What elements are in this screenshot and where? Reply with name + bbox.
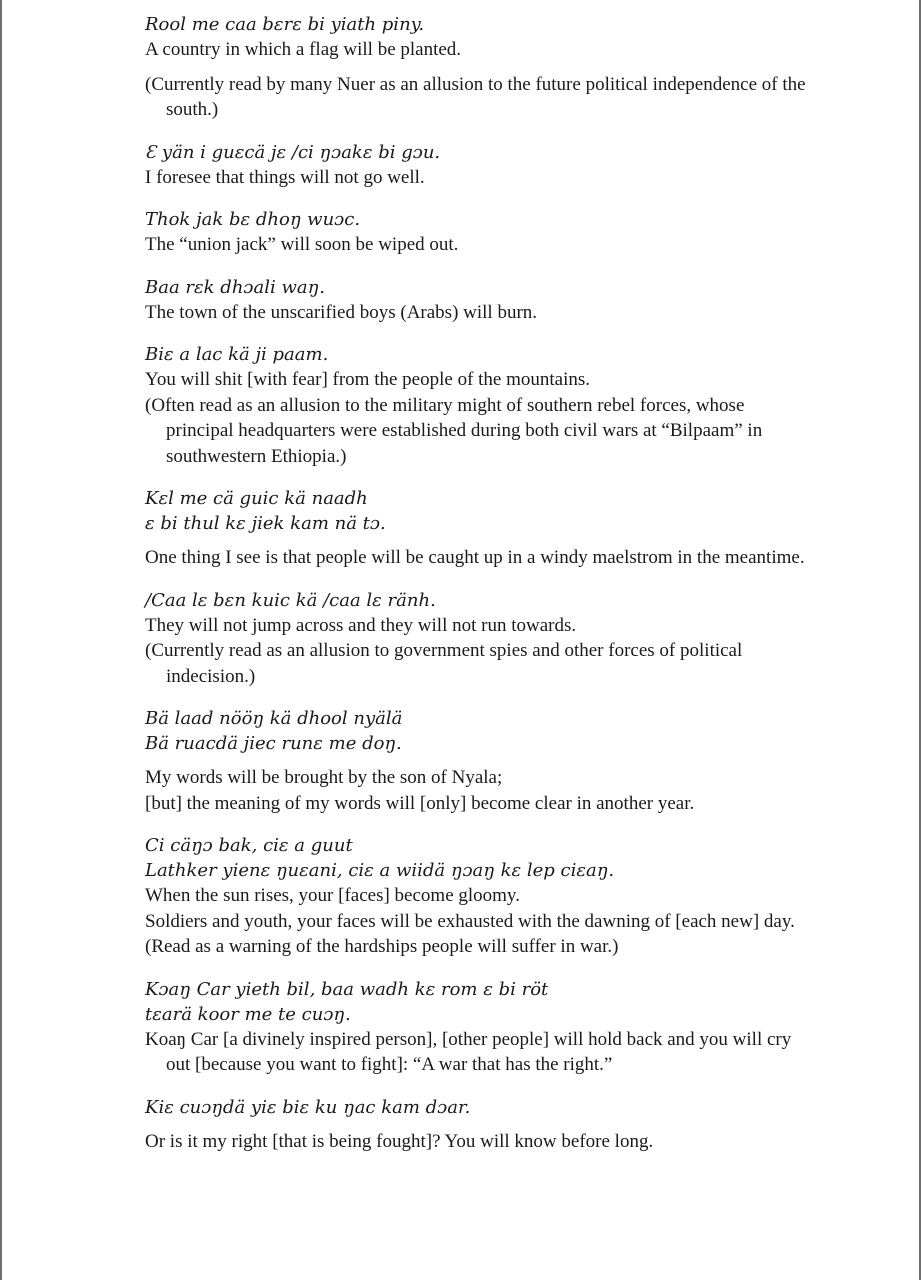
nuer-verse-line: Rool me caa bεrε bi yiath piny. (145, 14, 425, 35)
nuer-verse-line: /Caa lε bεn kuic kä /caa lε ränh. (145, 589, 436, 611)
verse-list (145, 12, 815, 1171)
commentary-note: (Read as a warning of the hardships people will suffer in war.) (145, 936, 619, 957)
commentary-note: (Often read as an allusion to the military might of southern rebel forces, whose principal headquarters were established during both civil wars at “Bilpaam” in southwestern Ethiopia.) (145, 394, 763, 467)
english-translation: Or is it my right [that is being fought]? You will know before long. (145, 1130, 654, 1152)
english-translation: The “union jack” will soon be wiped out. (145, 234, 459, 255)
verse-block (145, 833, 815, 960)
verse-block (145, 588, 815, 690)
verse-block (145, 706, 815, 816)
verse-block (145, 342, 815, 469)
verse-block (145, 486, 815, 571)
nuer-verse-line: Ɛ yän i guεcä jε /ci ŋɔakε bi gɔu. (145, 141, 441, 163)
nuer-verse-line: Kɔaŋ Car yieth bil, baa wadh kε rom ε bi röt (145, 978, 549, 1000)
english-translation: One thing I see is that people will be caught up in a windy maelstrom in the meantime. (145, 547, 805, 568)
verse-block (145, 1095, 815, 1155)
nuer-verse-line: Thok jak bε dhoŋ wuɔc. (145, 209, 361, 230)
english-translation: When the sun rises, your [faces] become gloomy. (145, 885, 520, 906)
english-translation: They will not jump across and they will not run towards. (145, 614, 577, 636)
english-translation: Koaŋ Car [a divinely inspired person], [other people] will hold back and you will cry out [because you want to fight]: “A war that has the right.” (145, 1028, 792, 1075)
english-translation: You will shit [with fear] from the people of the mountains. (145, 369, 591, 390)
nuer-verse-line: tεarä koor me te cuɔŋ. (145, 1003, 351, 1025)
english-translation: The town of the unscarified boys (Arabs) will burn. (145, 301, 538, 323)
nuer-verse-line: Bä laad nööŋ kä dhool nyälä (145, 708, 403, 729)
english-translation: A country in which a flag will be planted. (145, 39, 462, 60)
commentary-note: (Currently read by many Nuer as an allusion to the future political independence of the south.) (145, 73, 806, 120)
commentary-note: (Currently read as an allusion to government spies and other forces of political indecision.) (145, 640, 743, 687)
nuer-verse-line: Bä ruacdä jiec runε me doŋ. (145, 733, 402, 754)
nuer-verse-line: Lathker yienε ŋuεani, ciε a wiidä ŋɔaŋ kε lep ciεaŋ. (145, 860, 615, 881)
nuer-verse-line: Kεl me cä guic kä naadh (145, 488, 368, 509)
nuer-verse-line: Kiε cuɔŋdä yiε biε ku ŋac kam dɔar. (145, 1096, 471, 1118)
verse-block (145, 12, 815, 123)
english-translation: My words will be brought by the son of Nyala; (145, 767, 503, 788)
verse-block (145, 977, 815, 1078)
verse-block (145, 275, 815, 326)
verse-block (145, 207, 815, 258)
nuer-verse-line: Ci cäŋɔ bak, ciε a guut (145, 835, 353, 856)
english-translation: [but] the meaning of my words will [only] become clear in another year. (145, 792, 695, 814)
nuer-verse-line: Biε a lac kä ji paam. (145, 344, 329, 365)
english-translation: I foresee that things will not go well. (145, 166, 425, 188)
page-left-edge (0, 0, 2, 1280)
nuer-verse-line: ε bi thul kε jiek kam nä tɔ. (145, 513, 386, 534)
nuer-verse-line: Baa rεk dhɔali waŋ. (145, 276, 325, 298)
english-translation: Soldiers and youth, your faces will be exhausted with the dawning of [each new] day. (145, 910, 795, 932)
verse-block (145, 140, 815, 191)
